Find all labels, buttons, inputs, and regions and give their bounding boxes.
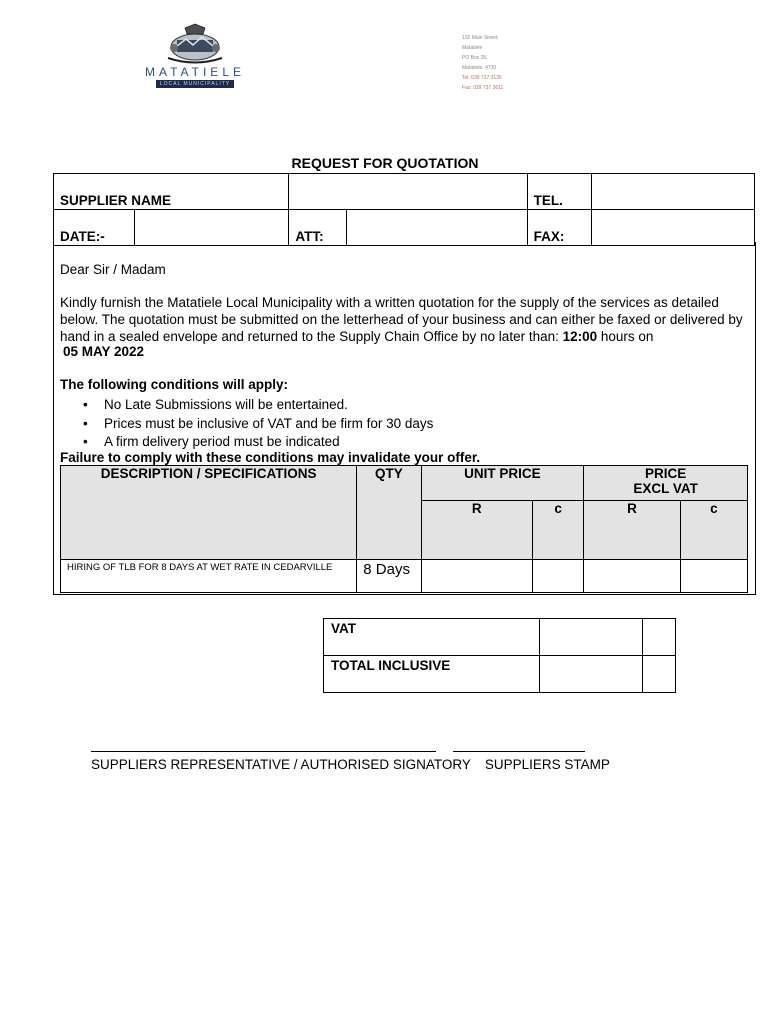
date-label: DATE:-: [54, 210, 135, 246]
price-header-line2: EXCL VAT: [633, 481, 698, 496]
address-line: Matatiele: [462, 45, 483, 51]
tel-label: Tel:: [462, 75, 470, 81]
tel-field[interactable]: [591, 174, 754, 210]
fax-label: Fax:: [462, 85, 472, 91]
fax-field[interactable]: [591, 210, 754, 246]
total-c-field[interactable]: [642, 656, 675, 693]
letterhead-address: [462, 33, 503, 93]
bullet-icon: •: [83, 434, 88, 449]
bullet-icon: •: [83, 397, 88, 412]
price-c-header: c: [680, 501, 747, 560]
greeting: Dear Sir / Madam: [60, 262, 166, 277]
unit-price-r-header: R: [421, 501, 532, 560]
logo-subtitle: LOCAL MUNICIPALITY: [156, 80, 234, 88]
stamp-line[interactable]: [453, 737, 585, 752]
unit-price-c-header: c: [533, 501, 584, 560]
att-field[interactable]: [347, 210, 527, 246]
tel-value: 039 737 3135: [471, 75, 502, 81]
signatory-label: SUPPLIERS REPRESENTATIVE / AUTHORISED SIGNATORY: [91, 757, 471, 772]
address-fax: [462, 83, 503, 93]
address-line: 102 Main Street,: [462, 35, 499, 41]
page-title: REQUEST FOR QUOTATION: [291, 155, 479, 171]
compliance-warning: Failure to comply with these conditions may invalidate your offer.: [60, 450, 481, 465]
vat-c-field[interactable]: [642, 619, 675, 656]
fax-label-cell: FAX:: [527, 210, 591, 246]
col-description-header: DESCRIPTION / SPECIFICATIONS: [61, 466, 357, 560]
totals-table: [323, 618, 676, 693]
supplier-name-label: SUPPLIER NAME: [54, 174, 289, 210]
supplier-header-table: [53, 173, 755, 246]
address-tel: [462, 73, 503, 83]
col-unit-price-header: UNIT PRICE: [421, 466, 584, 501]
coat-of-arms-icon: [130, 20, 260, 66]
tel-label-cell: TEL.: [527, 174, 591, 210]
fax-value: 039 737 3611: [473, 85, 504, 91]
condition-item: • No Late Submissions will be entertained.: [83, 397, 348, 412]
item-price-c-field[interactable]: [680, 560, 747, 593]
col-qty-header: QTY: [357, 466, 421, 560]
bullet-icon: •: [83, 416, 88, 431]
item-price-r-field[interactable]: [584, 560, 680, 593]
table-row: [61, 560, 748, 593]
items-table: [60, 465, 748, 593]
item-unit-price-r-field[interactable]: [421, 560, 532, 593]
logo-wordmark: MATATIELE: [144, 65, 245, 79]
instructions-suffix: hours on: [597, 329, 654, 344]
item-qty: 8 Days: [357, 560, 421, 593]
signature-labels: [91, 757, 610, 772]
instructions-paragraph: [60, 294, 750, 345]
total-inclusive-label: TOTAL INCLUSIVE: [324, 656, 540, 693]
item-description: HIRING OF TLB FOR 8 DAYS AT WET RATE IN CEDARVILLE: [61, 560, 357, 593]
signatory-line[interactable]: [91, 737, 436, 752]
condition-item: • Prices must be inclusive of VAT and be firm for 30 days: [83, 416, 434, 431]
item-unit-price-c-field[interactable]: [533, 560, 584, 593]
address-line: Matatiele, 4730: [462, 65, 497, 71]
price-r-header: R: [584, 501, 680, 560]
deadline-date: 05 MAY 2022: [63, 344, 145, 359]
supplier-name-field[interactable]: [289, 174, 527, 210]
date-field[interactable]: [134, 210, 288, 246]
conditions-heading: The following conditions will apply:: [60, 377, 288, 392]
deadline-time: 12:00: [562, 329, 598, 344]
condition-item: • A firm delivery period must be indicated: [83, 434, 340, 449]
vat-r-field[interactable]: [539, 619, 642, 656]
total-r-field[interactable]: [539, 656, 642, 693]
att-label: ATT:: [289, 210, 347, 246]
vat-label: VAT: [324, 619, 540, 656]
instructions-text: Kindly furnish the Matatiele Local Municipality with a written quotation for the supply of the services as detailed below. The quotation must be submitted on the letterhead of your business and can either be faxed or delivered by hand in a sealed envelope and returned to the Supply Chain Office by no later than:: [60, 295, 743, 344]
stamp-label: SUPPLIERS STAMP: [484, 757, 610, 772]
address-line: PO Box 35,: [462, 55, 488, 61]
price-header-line1: PRICE: [644, 466, 687, 481]
col-price-header: [584, 466, 748, 501]
municipality-logo: [130, 20, 260, 90]
